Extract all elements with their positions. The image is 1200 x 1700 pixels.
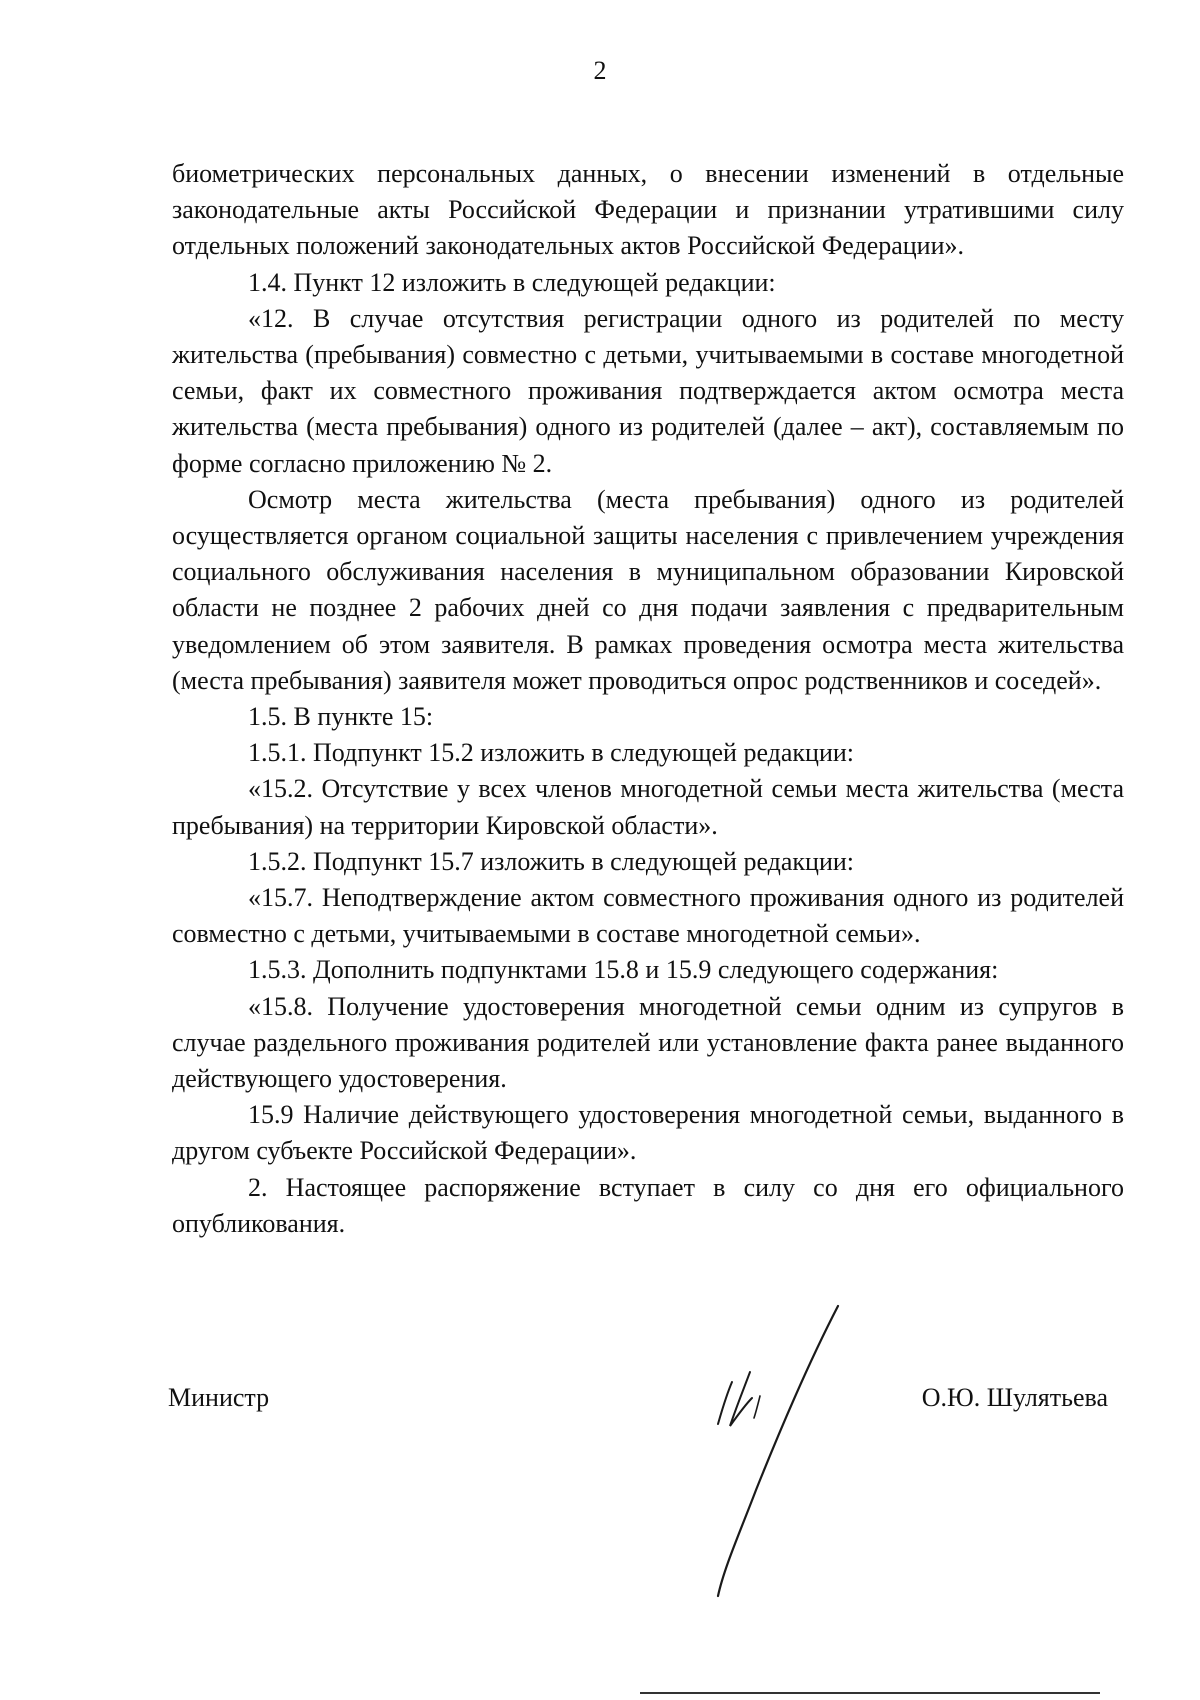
- handwritten-signature: [660, 1300, 880, 1600]
- signature-block: [0, 1380, 1200, 1420]
- paragraph-item-12: «12. В случае отсутствия регистрации одного из родителей по месту жительства (пребывания) совместно с детьми, учитываемыми в составе многодетной семьи, факт их совместного проживания подтверждается актом осмотра места жительства (места пребывания) одного из родителей (далее – акт), составляемым по форме согласно приложению № 2.: [172, 303, 1124, 478]
- paragraph-1-5-2: 1.5.2. Подпункт 15.7 изложить в следующей редакции:: [248, 846, 855, 876]
- paragraph-15-2: «15.2. Отсутствие у всех членов многодетной семьи места жительства (места пребывания) на территории Кировской области».: [172, 774, 1124, 840]
- page-number: 2: [593, 56, 607, 85]
- paragraph-1-5-1: 1.5.1. Подпункт 15.2 изложить в следующей редакции:: [248, 738, 855, 768]
- paragraph-inspection: Осмотр места жительства (места пребывания) одного из родителей осуществляется органом социальной защиты населения с привлечением учреждения социального обслуживания населения в муниципальном образовании Кировской области не позднее 2 рабочих дней со дня подачи заявления с предварительным уведомлением об этом заявителя. В рамках проведения осмотра места жительства (места пребывания) заявителя может проводиться опрос родственников и соседей».: [172, 484, 1124, 695]
- paragraph-1-4: 1.4. Пункт 12 изложить в следующей редакции:: [248, 267, 776, 297]
- paragraph-15-9: 15.9 Наличие действующего удостоверения многодетной семьи, выданного в другом субъекте Российской Федерации».: [172, 1100, 1124, 1166]
- paragraph-15-7: «15.7. Неподтверждение актом совместного проживания одного из родителей совместно с детьми, учитываемыми в составе многодетной семьи».: [172, 883, 1124, 949]
- paragraph-1-5-3: 1.5.3. Дополнить подпунктами 15.8 и 15.9 следующего содержания:: [248, 955, 999, 985]
- paragraph-1-5: 1.5. В пункте 15:: [248, 702, 434, 732]
- signatory-position: Министр: [168, 1383, 270, 1412]
- paragraph-15-8: «15.8. Получение удостоверения многодетной семьи одним из супругов в случае раздельного проживания родителей или установление факта ранее выданного действующего удостоверения.: [172, 991, 1124, 1094]
- document-body: [172, 156, 1124, 1242]
- bottom-rule: [640, 1692, 1100, 1694]
- paragraph-2-effective: 2. Настоящее распоряжение вступает в силу со дня его официального опубликования.: [172, 1172, 1124, 1238]
- signatory-name: О.Ю. Шулятьева: [921, 1383, 1108, 1412]
- paragraph-continuation: биометрических персональных данных, о внесении изменений в отдельные законодательные акты Российской Федерации и признании утратившими силу отдельных положений законодательных актов Российской Федерации».: [172, 159, 1124, 261]
